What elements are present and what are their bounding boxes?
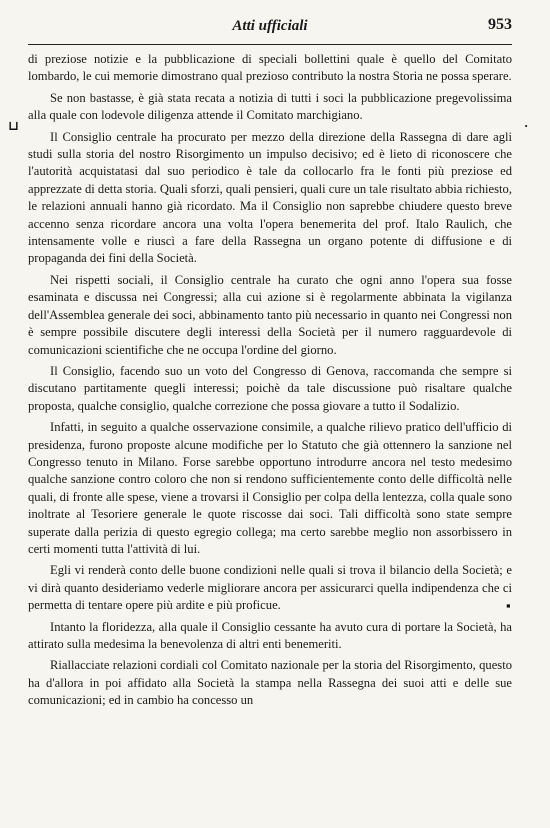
paragraph: Nei rispetti sociali, il Consiglio centrale ha curato che ogni anno l'opera sua fosse esaminata e discussa nei Congressi; alla cui azione si è regolarmente abbinata la vigilanza dell'Assemblea generale dei soci, abbinamento tanto più necessario in quanto nei Congressi non è sempre possibile discutere degli interessi della Società per il numero ragguardevole di comunicazioni scientifiche che ne occupa l'ordine del giorno.	[28, 272, 512, 357]
paragraph: Il Consiglio, facendo suo un voto del Congresso di Genova, raccomanda che sempre si discutano partitamente quegli interessi; poichè da tale discussione può risaltare qualche proposta, qualche consiglio, qualche correzione che possa giovare a tutto il Sodalizio.	[28, 363, 512, 413]
paragraph: di preziose notizie e la pubblicazione di speciali bollettini quale è quello del Comitato lombardo, le cui memorie dimostrano qual prezioso contributo la nostra Storia ne possa sperare.	[28, 52, 512, 84]
running-title: Atti ufficiali	[232, 18, 308, 34]
margin-dot-icon: ▪	[506, 598, 511, 613]
paragraph: Il Consiglio centrale ha procurato per mezzo della direzione della Rassegna di dare agli studi sulla storia del nostro Risorgimento un impulso decisivo; ed è lieto di riconoscere che l'autorità acquistatasi dal suo periodico è tale da collocarlo fra le fonti più preziose ed apprezzate di detta storia. Quali sforzi, quali pensieri, quali cure un tale risultato abbia richiesto, le relazioni annuali hanno già ricordato. Ma il Consiglio non saprebbe chiudere questo breve accenno senza ricordare ancora una volta l'opera benemerita del prof. Italo Raulich, che intensamente volle e riuscì a fare della Rassegna un organo potente di diffusione e di propaganda dei fini della Società.	[28, 129, 512, 266]
paragraph: Egli vi renderà conto delle buone condizioni nelle quali si trova il bilancio della Società; e vi dirà quanto desideriamo vederle migliorare ancora per assicurarci quella indipendenza che ci permetta di tentare opere più ardite e più proficue.	[28, 563, 512, 613]
paragraph: Se non bastasse, è già stata recata a notizia di tutti i soci la pubblicazione pregevolissima alla quale con lodevole diligenza attende il Comitato marchigiano.	[28, 90, 512, 123]
body-text	[28, 51, 512, 710]
paragraph: Infatti, in seguito a qualche osservazione consimile, a qualche rilievo pratico dell'ufficio di presidenza, furono proposte alcune modifiche per lo Statuto che già ottennero la sanzione nel Congresso tenuto in Milano. Forse sarebbe opportuno introdurre ancora nel testo medesimo qualche sanzione contro coloro che non si rendono sufficientemente conto delle difficoltà nelle quali, di fronte alle spese, viene a trovarsi il Consiglio per colpa della lentezza, colla quale sono inoltrate al Tesoriere generale le quote riscosse dai soci. Tali difficoltà sono state sempre superate dalla perizia di questo egregio collega; ma certo sarebbe meglio non assorbissero in certi momenti tutta l'attività di lui.	[28, 420, 512, 556]
margin-dot-icon: ·	[524, 118, 529, 133]
page-number: 953	[488, 16, 512, 33]
paragraph: Intanto la floridezza, alla quale il Consiglio cessante ha avuto cura di portare la Società, ha attirato sulla medesima la benevolenza di altri enti benemeriti.	[28, 619, 512, 651]
paragraph: Riallacciate relazioni cordiali col Comitato nazionale per la storia del Risorgimento, questo ha d'allora in poi affidato alla Società la stampa nella Rassegna dei suoi atti e delle sue comunicazioni; ed in cambio ha concesso un	[28, 658, 512, 708]
margin-mark-icon: ⊔	[8, 118, 19, 133]
page-header	[28, 14, 512, 45]
